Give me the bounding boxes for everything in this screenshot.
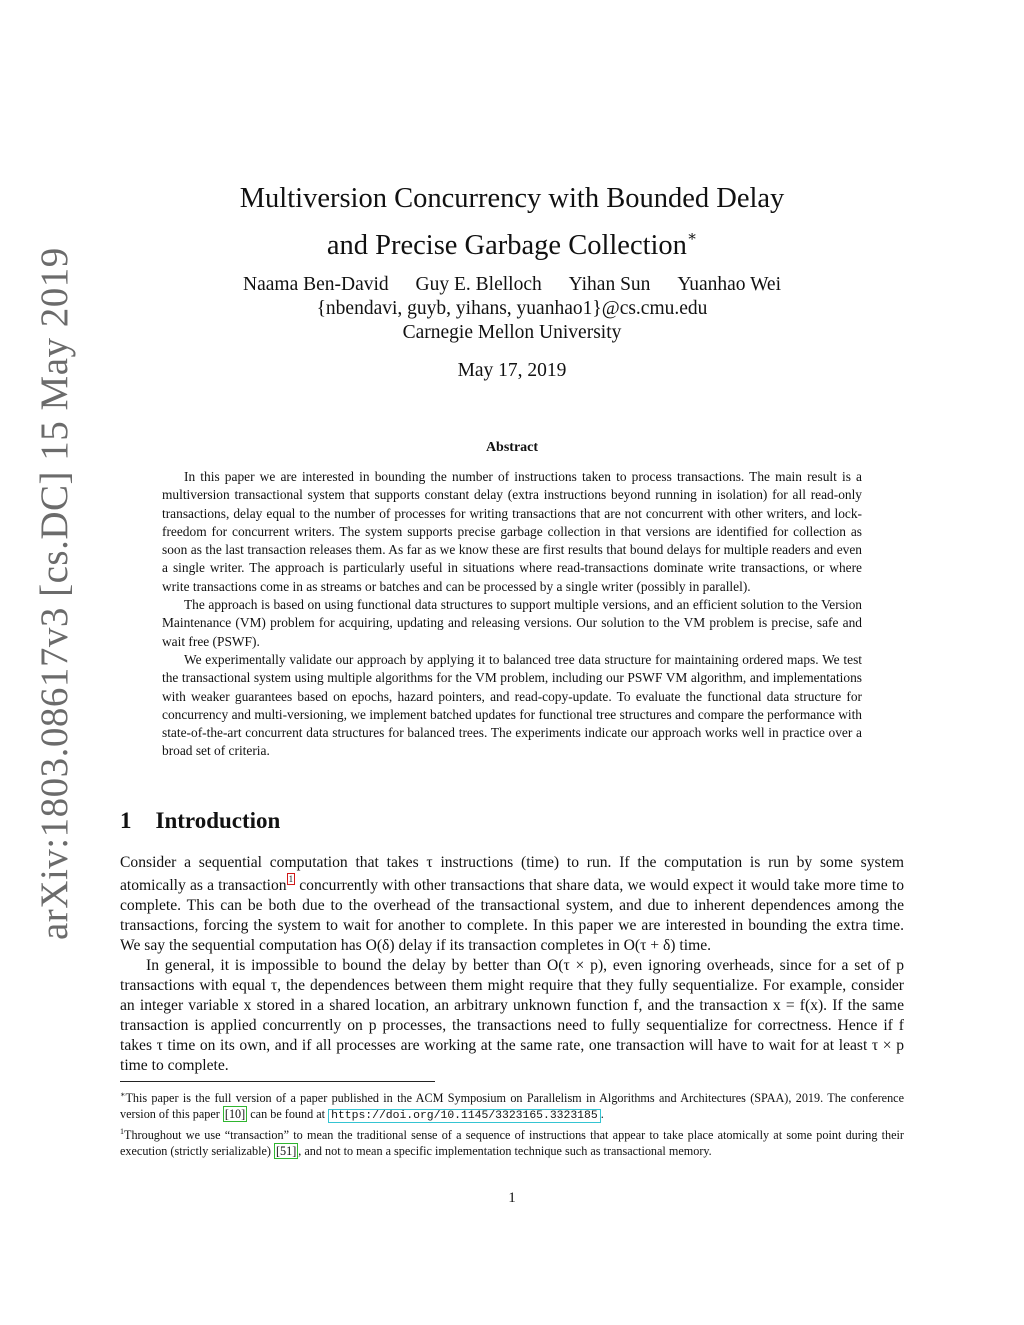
author-name: Yuanhao Wei (677, 274, 781, 295)
author-names (0, 273, 1024, 297)
title-footnote-marker[interactable]: ∗ (686, 229, 698, 245)
footnote-divider (120, 1081, 435, 1082)
abstract-paragraph: The approach is based on using functional data structures to support multiple versions, and an efficient solution to the Version Maintenance (VM) problem for acquiring, updating and releasing versions. Our solution to the VM problem is precise, safe and wait free (PSWF). (162, 597, 862, 649)
abstract-paragraph: We experimentally validate our approach by applying it to balanced tree data structure for maintaining ordered maps. We test the transactional system using multiple algorithms for the VM problem, including our PSWF VM algorithm, and implementations with weaker guarantees based on epochs, hazard pointers, and read-copy-update. To evaluate the functional data structure for concurrency and multi-versioning, we implement batched updates for functional tree structures and compare the performance with state-of-the-art concurrent data structures for balanced trees. The experiments indicate our approach works well in practice over a broad set of criteria. (162, 651, 862, 759)
author-name: Yihan Sun (568, 274, 651, 295)
author-emails: {nbendavi, guyb, yihans, yuanhao1}@cs.cmu.edu (316, 298, 708, 319)
footnote-1-link[interactable]: 1 (288, 874, 294, 884)
author-name: Guy E. Blelloch (415, 274, 542, 295)
title-line-2: and Precise Garbage Collection∗ (326, 229, 698, 261)
citation-link[interactable]: [51] (275, 1144, 297, 1158)
footnote-1: $^1$Throughout we use “transaction” to mean the traditional sense of a sequence of instructions that appear to take place atomically at some point during their execution (strictly serializable) [51] , and not to mean a specific implementation technique such as transactional memory. (120, 1127, 904, 1158)
paper-title (0, 180, 1024, 265)
doi-url-link[interactable]: https://doi.org/10.1145/3323165.3323185 (328, 1109, 601, 1123)
section-title: Introduction (155, 808, 281, 833)
title-line-1: Multiversion Concurrency with Bounded Delay (239, 183, 785, 214)
section-heading-introduction (120, 808, 280, 834)
citation-link[interactable]: [10] (224, 1107, 246, 1121)
footnote-star: ∗This paper is the full version of a paper published in the ACM Symposium on Parallelism in Algorithms and Architectures (SPAA), 2019. The conference version of this paper [10] can be found at https://doi.org/10.1145/3323165.3323185 . (120, 1090, 904, 1122)
author-block (0, 273, 1024, 345)
paper-date: May 17, 2019 (457, 360, 567, 381)
introduction-body (120, 853, 904, 1076)
section-number: 1 (120, 808, 132, 833)
arxiv-identifier-stamp: arXiv:1803.08617v3 [cs.DC] 15 May 2019 (33, 247, 76, 940)
author-affiliation: Carnegie Mellon University (402, 322, 622, 343)
body-paragraph: In general, it is impossible to bound the delay by better than O(τ × p), even ignoring overheads, since for a set of p transactions with equal τ, the dependences between them might require that they fully sequentialize. For example, consider an integer variable x stored in a shared location, an arbitrary unknown function f, and the transaction x = f(x). If the same transaction is applied concurrently on p processes, the transactions need to fully sequentialize for correctness. Hence if f takes τ time on its own, and if all processes are working at the same rate, one transaction will have to wait for at least τ × p time to complete. (120, 957, 904, 1074)
abstract-heading: Abstract (485, 440, 539, 455)
author-name: Naama Ben-David (243, 274, 389, 295)
body-paragraph: Consider a sequential computation that takes τ instructions (time) to run. If the computation is run by some system atomically as a transaction 1 concurrently with other transactions that share data, we would expect it would take more time to complete. This can be both due to the overhead of the transactional system, and due to inherent dependences among the transactions, forcing the system to wait for another to complete. In this paper we are interested in bounding the extra time. We say the sequential computation has O(δ) delay if its transaction completes in O(τ + δ) time. (120, 854, 905, 954)
abstract-paragraph: In this paper we are interested in bounding the number of instructions taken to process transactions. The main result is a multiversion transactional system that supports constant delay (extra instructions beyond running in isolation) for all read-only transactions, delay equal to the number of processes for writing transactions that are not concurrent with other writers, and lock-freedom for concurrent writers. The system supports precise garbage collection in that versions are identified for collection as soon as the last transaction releases them. As far as we know these are first results that bound delays for multiple readers and even a single writer. The approach is particularly useful in situations where read-transactions dominate write transactions, or where write transactions come in as streams or batches and can be processed by a single writer (possibly in parallel). (162, 469, 862, 594)
footnotes (120, 1087, 904, 1159)
page-number: 1 (508, 1190, 516, 1206)
abstract-body (162, 468, 862, 761)
